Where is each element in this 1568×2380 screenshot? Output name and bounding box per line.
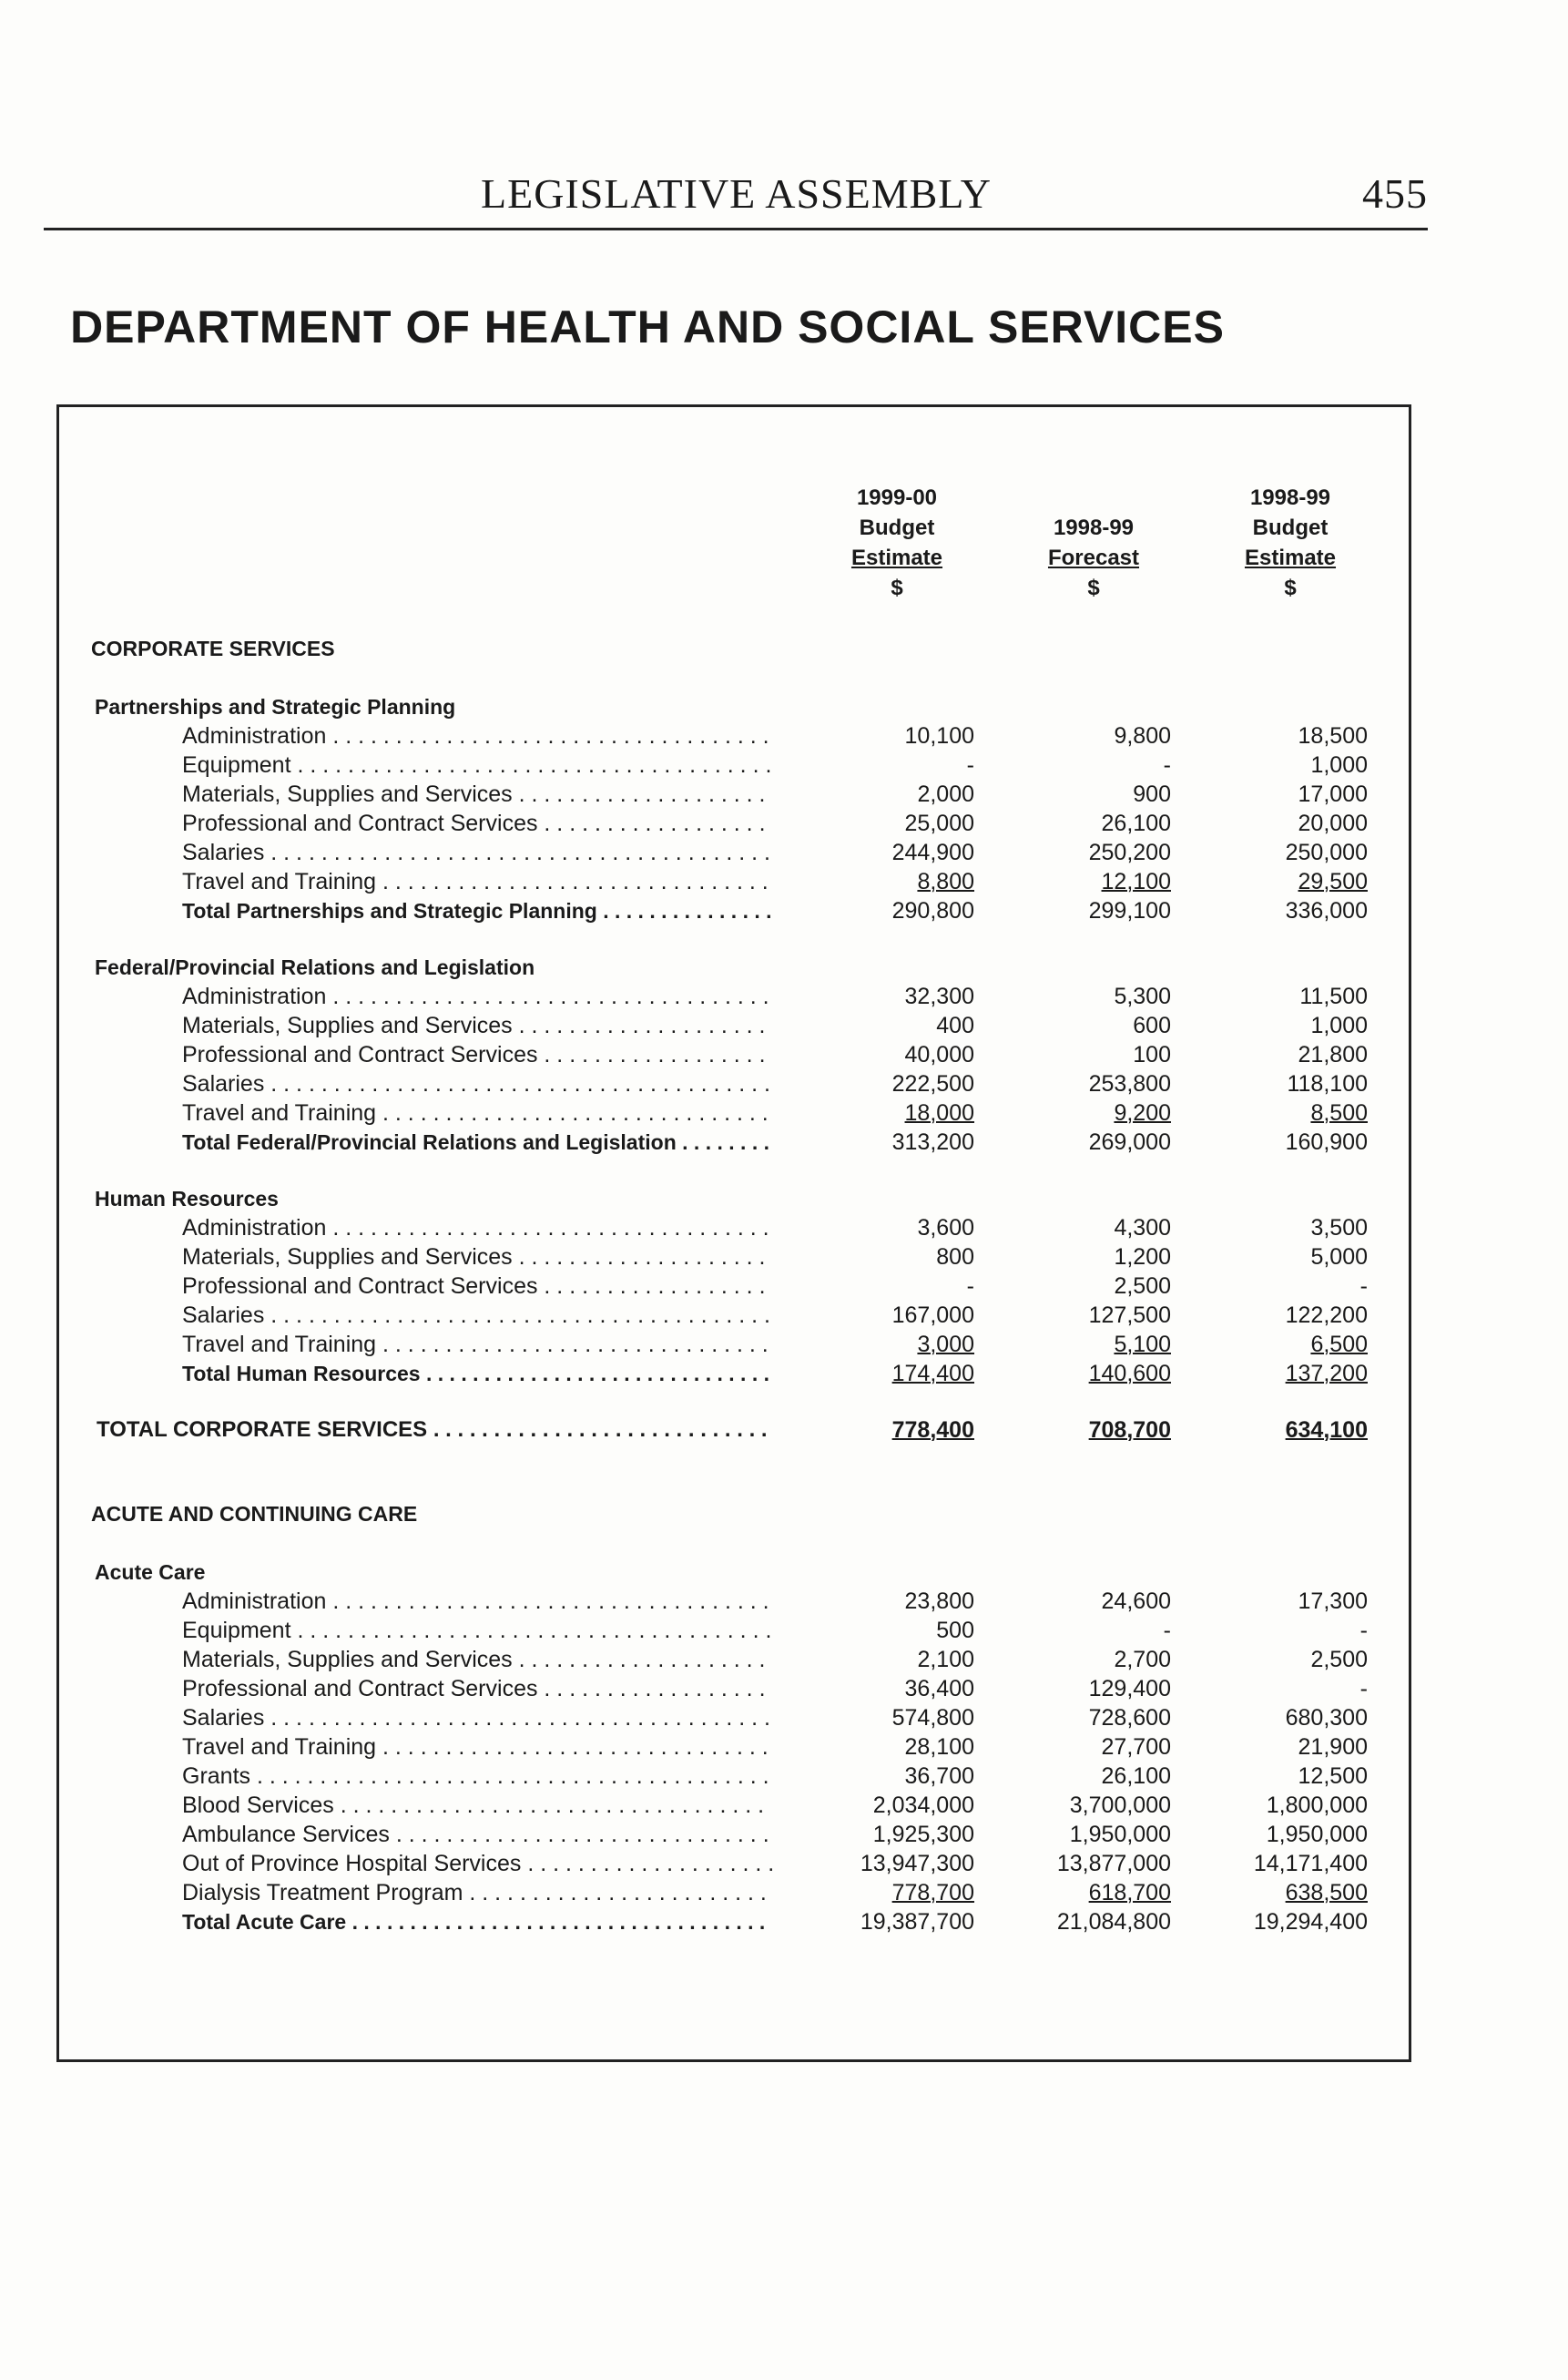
cell-value <box>774 1791 974 1820</box>
cell-value-text: 600 <box>1133 1013 1171 1038</box>
cell-value <box>774 721 974 751</box>
table-row <box>0 1703 1568 1732</box>
total-row <box>0 1907 1568 1936</box>
cell-value <box>774 1098 974 1128</box>
cell-value <box>1167 751 1368 780</box>
table-row <box>0 809 1568 838</box>
table-row <box>0 1098 1568 1128</box>
section-heading-row <box>0 634 1568 663</box>
cell-value <box>971 1645 1171 1674</box>
cell-value-text: 3,500 <box>1310 1215 1368 1241</box>
column-header-line: Forecast <box>1047 546 1140 570</box>
table-row <box>0 780 1568 809</box>
cell-value-text: 25,000 <box>904 811 974 836</box>
cell-value <box>774 1732 974 1762</box>
cell-value-text: - <box>1359 1618 1368 1643</box>
table-row <box>0 1213 1568 1242</box>
running-header-title: LEGISLATIVE ASSEMBLY <box>481 170 993 217</box>
cell-value <box>1167 1762 1368 1791</box>
cell-value <box>774 1040 974 1069</box>
cell-value-text: 122,200 <box>1285 1302 1368 1328</box>
cell-value <box>1167 867 1368 896</box>
cell-value <box>1167 1587 1368 1616</box>
cell-value-text: 17,000 <box>1298 781 1368 807</box>
table-row <box>0 838 1568 867</box>
cell-value <box>971 1820 1171 1849</box>
cell-value-text: 137,200 <box>1285 1361 1368 1386</box>
row-label: Dialysis Treatment Program . . . <box>182 1878 772 1907</box>
column-header-1999-00-budget-estimate <box>797 483 997 603</box>
cell-value-text: 778,700 <box>891 1880 974 1905</box>
column-header-1998-99-budget-estimate <box>1190 483 1390 603</box>
table-row <box>0 1820 1568 1849</box>
row-label: Federal/Provincial Relations and Legislation <box>95 955 535 979</box>
cell-value <box>971 721 1171 751</box>
cell-value <box>774 867 974 896</box>
cell-value <box>971 1359 1171 1388</box>
table-row <box>0 1616 1568 1645</box>
cell-value-text: 3,000 <box>917 1332 974 1357</box>
cell-value <box>971 1703 1171 1732</box>
cell-value-text: 2,700 <box>1114 1647 1171 1672</box>
cell-value <box>1167 1098 1368 1128</box>
row-label: TOTAL CORPORATE SERVICES . . . <box>97 1415 772 1445</box>
cell-value <box>774 1674 974 1703</box>
cell-value-text: - <box>1359 1676 1368 1701</box>
cell-value-text: 500 <box>936 1618 974 1643</box>
column-unit: $ <box>891 576 903 600</box>
cell-value <box>774 1011 974 1040</box>
cell-value <box>971 1069 1171 1098</box>
row-label: Equipment . . . <box>182 1616 772 1645</box>
row-label: Out of Province Hospital Services . . . <box>182 1849 772 1878</box>
cell-value <box>774 1907 974 1936</box>
total-row <box>0 896 1568 925</box>
row-label: Travel and Training . . . <box>182 867 772 896</box>
table-row <box>0 867 1568 896</box>
cell-value-text: 21,084,800 <box>1056 1909 1171 1935</box>
row-label: Materials, Supplies and Services . . . <box>182 1011 772 1040</box>
cell-value-text: 222,500 <box>891 1071 974 1097</box>
row-label: Materials, Supplies and Services . . . <box>182 1242 772 1272</box>
table-row <box>0 1069 1568 1098</box>
cell-value <box>1167 1674 1368 1703</box>
cell-value-text: 253,800 <box>1088 1071 1171 1097</box>
cell-value-text: 129,400 <box>1088 1676 1171 1701</box>
cell-value-text: 28,100 <box>904 1734 974 1760</box>
page-number: 455 <box>1362 170 1428 217</box>
cell-value-text: 12,500 <box>1298 1763 1368 1789</box>
table-row <box>0 1791 1568 1820</box>
column-header-line: Estimate <box>850 546 943 570</box>
cell-value-text: 8,500 <box>1310 1100 1368 1126</box>
running-header <box>44 169 1428 230</box>
row-label: Administration . . . <box>182 721 772 751</box>
cell-value-text: 13,947,300 <box>860 1851 974 1876</box>
cell-value-text: 313,200 <box>891 1129 974 1155</box>
cell-value <box>1167 838 1368 867</box>
row-label: Administration . . . <box>182 1587 772 1616</box>
cell-value <box>774 1849 974 1878</box>
cell-value <box>971 1616 1171 1645</box>
row-label: Professional and Contract Services . . . <box>182 809 772 838</box>
cell-value <box>1167 1242 1368 1272</box>
table-row <box>0 1242 1568 1272</box>
cell-value <box>1167 982 1368 1011</box>
column-unit: $ <box>1284 576 1297 600</box>
cell-value-text: 17,300 <box>1298 1588 1368 1614</box>
cell-value <box>1167 1907 1368 1936</box>
cell-value-text: 27,700 <box>1101 1734 1171 1760</box>
cell-value <box>774 1616 974 1645</box>
column-header-line <box>993 483 1194 513</box>
cell-value-text: 18,500 <box>1298 723 1368 749</box>
cell-value <box>971 1301 1171 1330</box>
cell-value-text: 18,000 <box>904 1100 974 1126</box>
table-row <box>0 982 1568 1011</box>
row-label: Blood Services . . . <box>182 1791 772 1820</box>
cell-value <box>971 1272 1171 1301</box>
department-title: DEPARTMENT OF HEALTH AND SOCIAL SERVICES <box>70 301 1225 352</box>
column-unit: $ <box>1087 576 1100 600</box>
cell-value <box>971 1732 1171 1762</box>
cell-value-text: 680,300 <box>1285 1705 1368 1731</box>
table-row <box>0 1011 1568 1040</box>
cell-value <box>1167 809 1368 838</box>
cell-value-text: 19,294,400 <box>1253 1909 1368 1935</box>
cell-value-text: 1,000 <box>1310 752 1368 778</box>
cell-value <box>1167 1616 1368 1645</box>
cell-value <box>774 1587 974 1616</box>
cell-value <box>971 1762 1171 1791</box>
column-header-1998-99-forecast <box>993 483 1194 603</box>
cell-value-text: - <box>1359 1273 1368 1299</box>
cell-value-text: 250,000 <box>1285 840 1368 865</box>
table-row <box>0 1878 1568 1907</box>
column-header-line: 1998-99 <box>1249 485 1331 510</box>
cell-value <box>971 838 1171 867</box>
cell-value-text: 9,200 <box>1114 1100 1171 1126</box>
row-label: Salaries . . . <box>182 1069 772 1098</box>
cell-value <box>971 1587 1171 1616</box>
cell-value-text: 5,300 <box>1114 984 1171 1009</box>
row-label: Total Acute Care . . . <box>182 1907 772 1936</box>
cell-value-text: 400 <box>936 1013 974 1038</box>
cell-value <box>774 1415 974 1445</box>
cell-value-text: - <box>1163 752 1171 778</box>
cell-value-text: 290,800 <box>891 898 974 924</box>
cell-value-text: 174,400 <box>891 1361 974 1386</box>
row-label: Travel and Training . . . <box>182 1732 772 1762</box>
cell-value <box>1167 1272 1368 1301</box>
table-row <box>0 1732 1568 1762</box>
cell-value <box>774 1762 974 1791</box>
row-label: Administration . . . <box>182 1213 772 1242</box>
cell-value-text: 12,100 <box>1101 869 1171 894</box>
cell-value-text: 2,000 <box>917 781 974 807</box>
cell-value-text: 160,900 <box>1285 1129 1368 1155</box>
cell-value-text: 29,500 <box>1298 869 1368 894</box>
cell-value-text: - <box>966 1273 974 1299</box>
table-row <box>0 1762 1568 1791</box>
row-label: Partnerships and Strategic Planning <box>95 695 456 719</box>
cell-value <box>971 1415 1171 1445</box>
cell-value <box>1167 1820 1368 1849</box>
row-label: CORPORATE SERVICES <box>91 637 335 660</box>
cell-value-text: 1,950,000 <box>1266 1822 1368 1847</box>
cell-value <box>971 982 1171 1011</box>
cell-value <box>1167 1791 1368 1820</box>
cell-value-text: 2,500 <box>1114 1273 1171 1299</box>
row-label: Administration . . . <box>182 982 772 1011</box>
table-row <box>0 1849 1568 1878</box>
cell-value <box>1167 1415 1368 1445</box>
cell-value-text: 728,600 <box>1088 1705 1171 1731</box>
cell-value <box>971 896 1171 925</box>
cell-value-text: 4,300 <box>1114 1215 1171 1241</box>
cell-value-text: 13,877,000 <box>1056 1851 1171 1876</box>
cell-value-text: 1,000 <box>1310 1013 1368 1038</box>
cell-value <box>971 1674 1171 1703</box>
total-row <box>0 1128 1568 1157</box>
cell-value <box>774 1878 974 1907</box>
cell-value-text: 21,800 <box>1298 1042 1368 1067</box>
cell-value <box>971 1849 1171 1878</box>
cell-value-text: 5,100 <box>1114 1332 1171 1357</box>
cell-value-text: 1,950,000 <box>1069 1822 1171 1847</box>
cell-value <box>1167 1359 1368 1388</box>
cell-value-text: 638,500 <box>1285 1880 1368 1905</box>
cell-value <box>1167 1128 1368 1157</box>
cell-value <box>971 1128 1171 1157</box>
cell-value <box>1167 1330 1368 1359</box>
table-row <box>0 721 1568 751</box>
cell-value-text: 269,000 <box>1088 1129 1171 1155</box>
table-row <box>0 1272 1568 1301</box>
cell-value <box>971 809 1171 838</box>
cell-value-text: 10,100 <box>904 723 974 749</box>
cell-value <box>1167 1849 1368 1878</box>
cell-value <box>971 1242 1171 1272</box>
cell-value-text: 5,000 <box>1310 1244 1368 1270</box>
cell-value-text: 2,100 <box>917 1647 974 1672</box>
table-row <box>0 1040 1568 1069</box>
column-header-line: Budget <box>859 516 935 540</box>
column-header-line: 1999-00 <box>856 485 938 510</box>
subsection-heading-row <box>0 1184 1568 1213</box>
cell-value-text: 32,300 <box>904 984 974 1009</box>
row-label: Human Resources <box>95 1187 279 1210</box>
table-row <box>0 1587 1568 1616</box>
cell-value-text: 100 <box>1133 1042 1171 1067</box>
cell-value <box>774 1330 974 1359</box>
row-label: Salaries . . . <box>182 1703 772 1732</box>
row-label: Salaries . . . <box>182 1301 772 1330</box>
cell-value <box>1167 1069 1368 1098</box>
cell-value-text: 800 <box>936 1244 974 1270</box>
cell-value <box>971 1791 1171 1820</box>
cell-value <box>1167 1645 1368 1674</box>
cell-value-text: 20,000 <box>1298 811 1368 836</box>
cell-value-text: 26,100 <box>1101 1763 1171 1789</box>
cell-value <box>1167 1878 1368 1907</box>
cell-value <box>774 1301 974 1330</box>
table-row <box>0 1330 1568 1359</box>
column-header-line: 1998-99 <box>1053 516 1135 540</box>
cell-value <box>971 1330 1171 1359</box>
cell-value <box>774 1645 974 1674</box>
cell-value <box>774 751 974 780</box>
cell-value-text: 36,400 <box>904 1676 974 1701</box>
row-label: Total Partnerships and Strategic Planning . . . <box>182 896 772 925</box>
cell-value-text: 3,700,000 <box>1069 1793 1171 1818</box>
cell-value-text: 708,700 <box>1088 1417 1171 1443</box>
cell-value-text: 26,100 <box>1101 811 1171 836</box>
cell-value <box>774 1820 974 1849</box>
cell-value <box>971 1040 1171 1069</box>
cell-value <box>774 1272 974 1301</box>
cell-value-text: 900 <box>1133 781 1171 807</box>
cell-value-text: 3,600 <box>917 1215 974 1241</box>
total-row <box>0 1359 1568 1388</box>
cell-value <box>971 780 1171 809</box>
cell-value-text: 244,900 <box>891 840 974 865</box>
cell-value <box>1167 1040 1368 1069</box>
row-label: Ambulance Services . . . <box>182 1820 772 1849</box>
cell-value-text: 6,500 <box>1310 1332 1368 1357</box>
cell-value <box>774 780 974 809</box>
cell-value <box>971 1213 1171 1242</box>
cell-value-text: 574,800 <box>891 1705 974 1731</box>
cell-value-text: 618,700 <box>1088 1880 1171 1905</box>
row-label: Salaries . . . <box>182 838 772 867</box>
cell-value <box>774 896 974 925</box>
row-label: Professional and Contract Services . . . <box>182 1040 772 1069</box>
cell-value-text: 40,000 <box>904 1042 974 1067</box>
cell-value-text: 250,200 <box>1088 840 1171 865</box>
cell-value <box>1167 780 1368 809</box>
cell-value-text: 1,800,000 <box>1266 1793 1368 1818</box>
row-label: Travel and Training . . . <box>182 1098 772 1128</box>
subsection-heading-row <box>0 1558 1568 1587</box>
cell-value-text: 24,600 <box>1101 1588 1171 1614</box>
section-heading-row <box>0 1499 1568 1528</box>
row-label: Professional and Contract Services . . . <box>182 1272 772 1301</box>
cell-value-text: 8,800 <box>917 869 974 894</box>
cell-value-text: 2,500 <box>1310 1647 1368 1672</box>
cell-value-text: 11,500 <box>1299 984 1368 1009</box>
row-label: Travel and Training . . . <box>182 1330 772 1359</box>
cell-value-text: 127,500 <box>1088 1302 1171 1328</box>
cell-value <box>971 1098 1171 1128</box>
column-header-line: Budget <box>1252 516 1329 540</box>
cell-value-text: 14,171,400 <box>1253 1851 1368 1876</box>
cell-value <box>774 982 974 1011</box>
cell-value-text: - <box>1163 1618 1171 1643</box>
table-row <box>0 1645 1568 1674</box>
table-row <box>0 751 1568 780</box>
cell-value <box>774 1213 974 1242</box>
cell-value <box>774 809 974 838</box>
cell-value-text: - <box>966 752 974 778</box>
cell-value-text: 634,100 <box>1285 1417 1368 1443</box>
row-label: Equipment . . . <box>182 751 772 780</box>
cell-value <box>1167 1301 1368 1330</box>
cell-value-text: 9,800 <box>1114 723 1171 749</box>
cell-value <box>774 1359 974 1388</box>
cell-value-text: 140,600 <box>1088 1361 1171 1386</box>
row-label: Materials, Supplies and Services . . . <box>182 1645 772 1674</box>
row-label: Total Human Resources . . . <box>182 1359 772 1388</box>
total-row <box>0 1415 1568 1445</box>
cell-value-text: 336,000 <box>1285 898 1368 924</box>
row-label: Professional and Contract Services . . . <box>182 1674 772 1703</box>
cell-value <box>774 838 974 867</box>
column-header-line: Estimate <box>1244 546 1337 570</box>
cell-value-text: 1,200 <box>1114 1244 1171 1270</box>
cell-value <box>971 1878 1171 1907</box>
cell-value <box>1167 896 1368 925</box>
row-label: ACUTE AND CONTINUING CARE <box>91 1502 418 1526</box>
row-label: Materials, Supplies and Services . . . <box>182 780 772 809</box>
table-row <box>0 1301 1568 1330</box>
cell-value-text: 118,100 <box>1287 1071 1368 1097</box>
cell-value-text: 19,387,700 <box>860 1909 974 1935</box>
cell-value <box>774 1069 974 1098</box>
cell-value-text: 36,700 <box>904 1763 974 1789</box>
table-row <box>0 1674 1568 1703</box>
cell-value <box>971 1011 1171 1040</box>
cell-value <box>774 1242 974 1272</box>
cell-value-text: 23,800 <box>904 1588 974 1614</box>
cell-value <box>1167 721 1368 751</box>
subsection-heading-row <box>0 692 1568 721</box>
cell-value-text: 167,000 <box>891 1302 974 1328</box>
subsection-heading-row <box>0 953 1568 982</box>
row-label: Total Federal/Provincial Relations and Legislation . . . <box>182 1128 772 1157</box>
cell-value <box>971 1907 1171 1936</box>
cell-value-text: 1,925,300 <box>872 1822 974 1847</box>
cell-value-text: 2,034,000 <box>872 1793 974 1818</box>
row-label: Acute Care <box>95 1560 206 1584</box>
cell-value <box>774 1703 974 1732</box>
cell-value <box>971 867 1171 896</box>
cell-value-text: 778,400 <box>891 1417 974 1443</box>
cell-value <box>774 1128 974 1157</box>
cell-value <box>1167 1732 1368 1762</box>
cell-value <box>971 751 1171 780</box>
cell-value <box>1167 1011 1368 1040</box>
cell-value-text: 21,900 <box>1298 1734 1368 1760</box>
cell-value <box>1167 1703 1368 1732</box>
cell-value-text: 299,100 <box>1088 898 1171 924</box>
row-label: Grants . . . <box>182 1762 772 1791</box>
cell-value <box>1167 1213 1368 1242</box>
